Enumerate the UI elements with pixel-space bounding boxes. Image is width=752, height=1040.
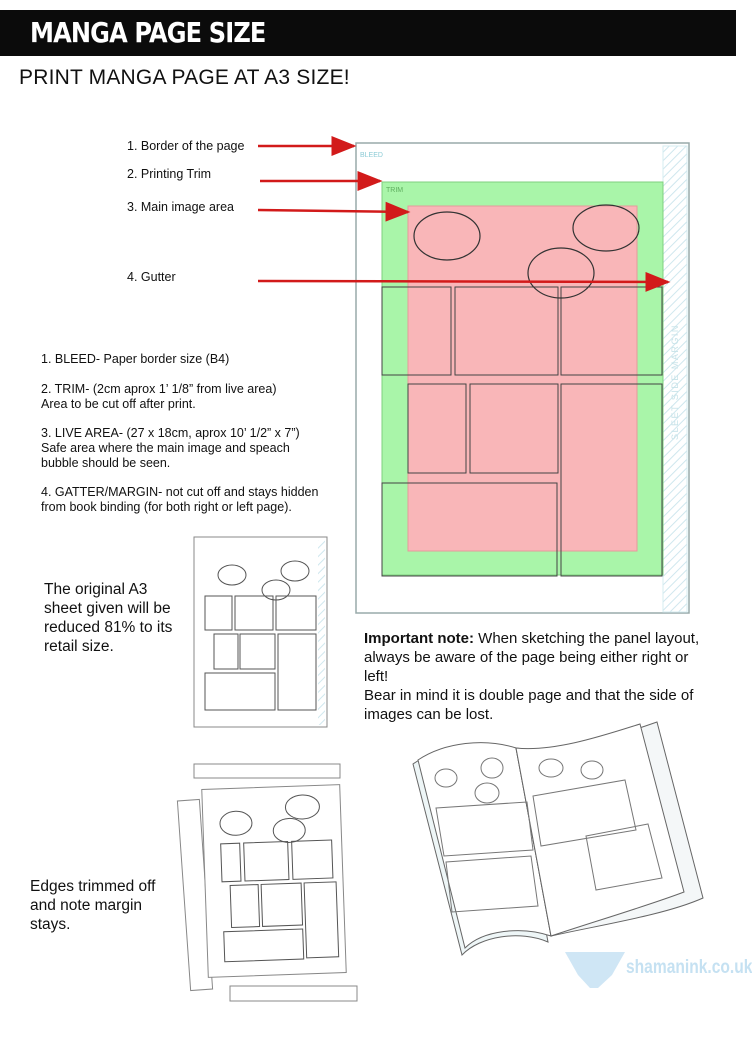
watermark-logo xyxy=(565,952,625,988)
page-diagram xyxy=(356,143,689,613)
def-gutter-2: from book binding (for both right or left page). xyxy=(41,500,292,514)
page-title: MANGA PAGE SIZE xyxy=(30,16,266,49)
callout-border: 1. Border of the page xyxy=(127,139,245,153)
def-live-1: 3. LIVE AREA- (27 x 18cm, aprox 10’ 1/2” x 7”) xyxy=(41,426,300,440)
subtitle: PRINT MANGA PAGE AT A3 SIZE! xyxy=(19,66,350,89)
reduction-line-3: reduced 81% to its xyxy=(44,619,173,636)
def-gutter-1: 4. GATTER/MARGIN- not cut off and stays hidden xyxy=(41,485,319,499)
important-note-label: Important note: xyxy=(364,630,474,647)
callout-trim: 2. Printing Trim xyxy=(127,167,212,181)
live-area xyxy=(408,206,637,551)
trim-note-line-3: stays. xyxy=(30,916,71,933)
watermark-text: shamanink.co.uk xyxy=(626,957,752,978)
reduction-line-2: sheet given will be xyxy=(44,600,171,617)
small-sheet xyxy=(194,537,327,727)
margin-label: SLEET SIDE MARGIN xyxy=(670,324,680,440)
callout-gutter: 4. Gutter xyxy=(127,270,176,284)
def-live-2: Safe area where the main image and speach xyxy=(41,441,290,455)
important-note-text-2: Bear in mind it is double page and that the side of images can be lost. xyxy=(364,687,694,723)
important-note-text: When sketching the panel layout, always be aware of the page being either right or left! xyxy=(364,630,700,685)
reduction-line-4: retail size. xyxy=(44,638,114,655)
def-trim-1: 2. TRIM- (2cm aprox 1’ 1/8” from live area) xyxy=(41,382,277,396)
important-note xyxy=(364,629,704,724)
bleed-label: BLEED xyxy=(360,152,383,159)
trim-note-line-2: and note margin xyxy=(30,897,143,914)
callout-main-image: 3. Main image area xyxy=(127,200,235,214)
def-live-3: bubble should be seen. xyxy=(41,456,171,470)
reduction-line-1: The original A3 xyxy=(44,581,148,598)
trim-label: TRIM xyxy=(386,187,404,194)
trimmed-sheet xyxy=(177,764,357,1001)
def-trim-2: Area to be cut off after print. xyxy=(41,397,196,411)
trim-note-line-1: Edges trimmed off xyxy=(30,878,156,895)
open-book xyxy=(413,722,703,955)
def-bleed: 1. BLEED- Paper border size (B4) xyxy=(41,352,230,366)
